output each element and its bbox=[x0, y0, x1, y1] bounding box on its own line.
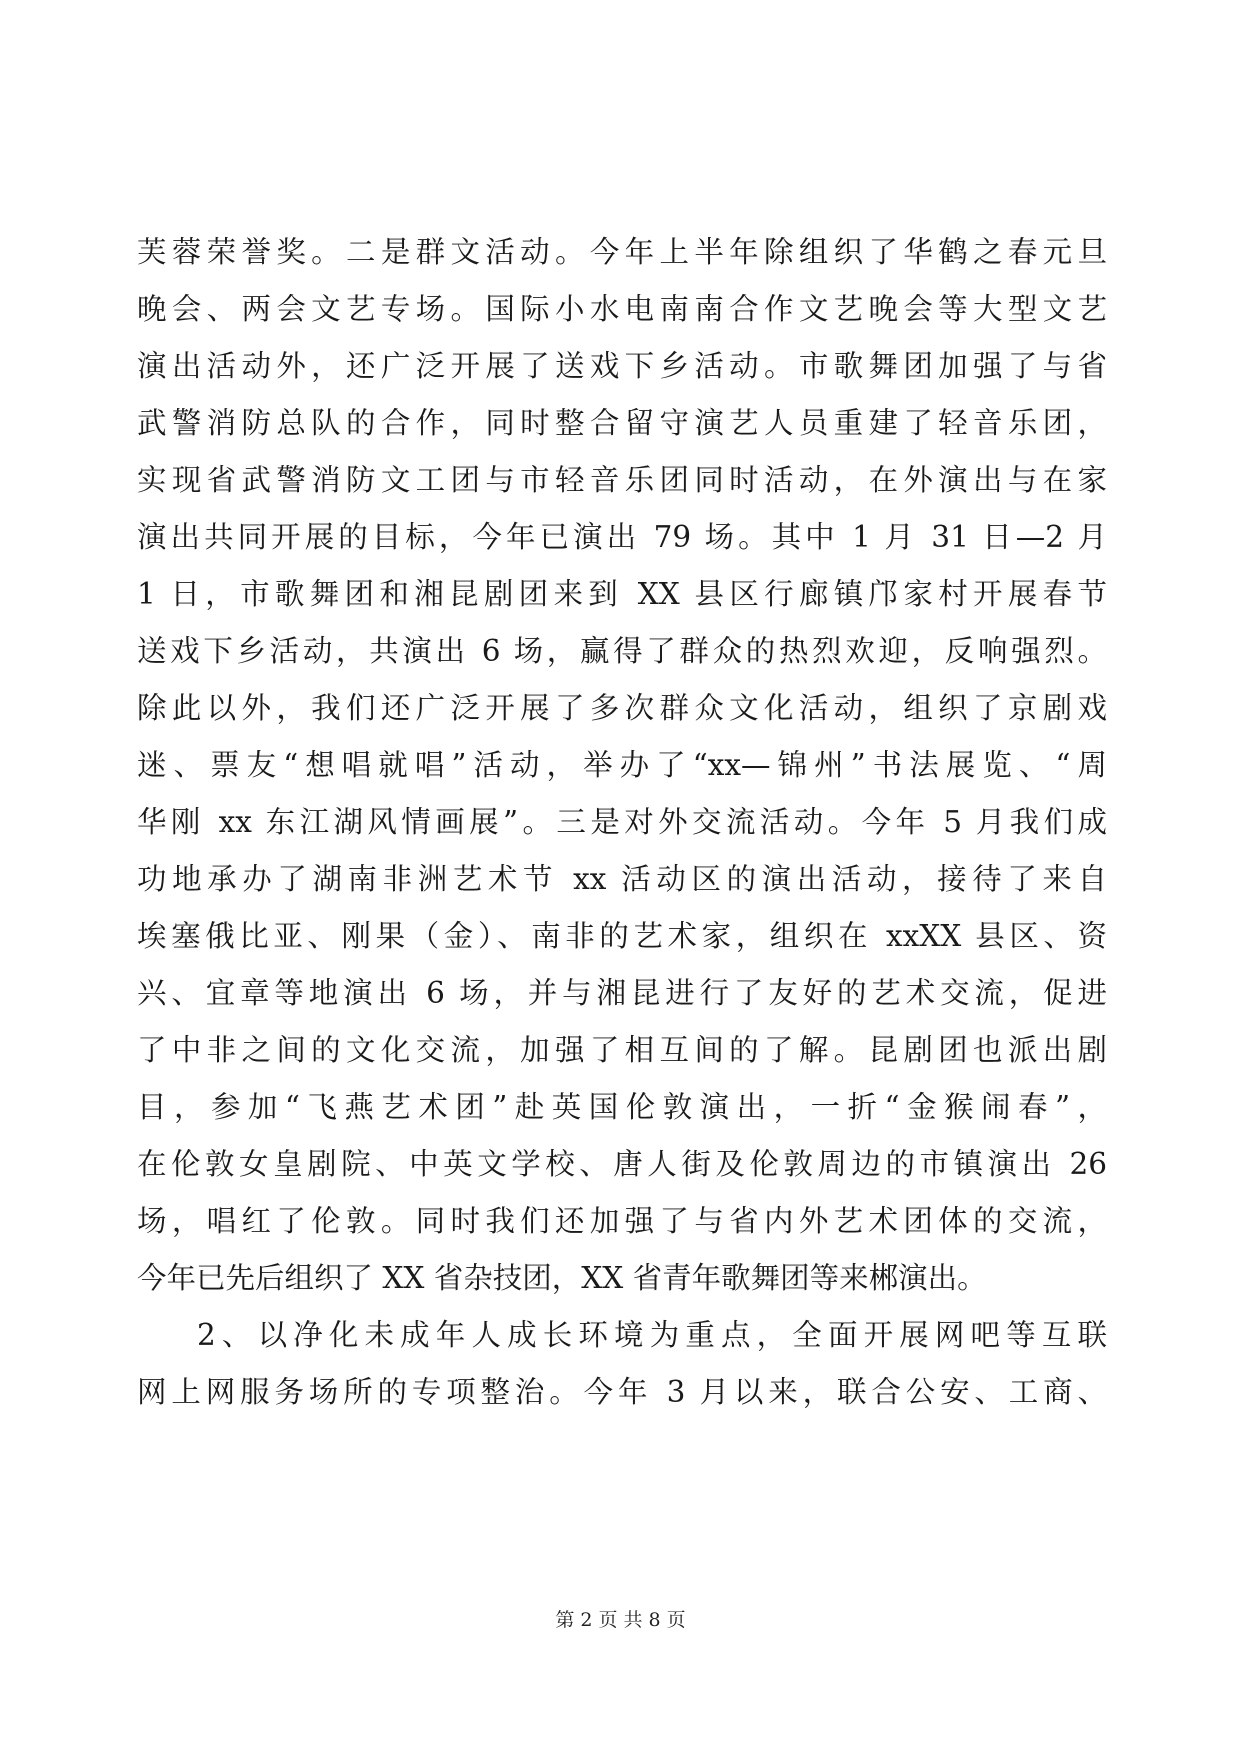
text-line: 迷、票友“想唱就唱”活动，举办了“xx—锦州”书法展览、“周 bbox=[137, 748, 1107, 782]
text-line: 演出共同开展的目标，今年已演出 79 场。其中 1 月 31 日—2 月 bbox=[137, 520, 1107, 554]
document-body bbox=[137, 224, 1107, 1421]
text-line: 场，唱红了伦敦。同时我们还加强了与省内外艺术团体的交流， bbox=[137, 1204, 1107, 1238]
text-line: 今年已先后组织了 XX 省杂技团，XX 省青年歌舞团等来郴演出。 bbox=[137, 1261, 987, 1295]
text-line: 武警消防总队的合作，同时整合留守演艺人员重建了轻音乐团， bbox=[137, 406, 1107, 440]
text-line: 送戏下乡活动，共演出 6 场，赢得了群众的热烈欢迎，反响强烈。 bbox=[137, 634, 1107, 668]
text-line: 目，参加“飞燕艺术团”赴英国伦敦演出，一折“金猴闹春”， bbox=[137, 1090, 1107, 1124]
page-number-footer: 第 2 页 共 8 页 bbox=[555, 1609, 686, 1631]
text-line: 晚会、两会文艺专场。国际小水电南南合作文艺晚会等大型文艺 bbox=[137, 292, 1107, 326]
text-line: 功地承办了湖南非洲艺术节 xx 活动区的演出活动，接待了来自 bbox=[137, 862, 1107, 896]
text-line: 演出活动外，还广泛开展了送戏下乡活动。市歌舞团加强了与省 bbox=[137, 349, 1107, 383]
text-line: 了中非之间的文化交流，加强了相互间的了解。昆剧团也派出剧 bbox=[137, 1033, 1107, 1067]
text-line: 埃塞俄比亚、刚果（金）、南非的艺术家，组织在 xxXX 县区、资 bbox=[137, 919, 1107, 953]
text-line: 实现省武警消防文工团与市轻音乐团同时活动，在外演出与在家 bbox=[137, 463, 1107, 497]
text-line: 2、以净化未成年人成长环境为重点，全面开展网吧等互联 bbox=[197, 1318, 1107, 1352]
text-line: 华刚 xx 东江湖风情画展”。三是对外交流活动。今年 5 月我们成 bbox=[137, 805, 1107, 839]
text-line: 除此以外，我们还广泛开展了多次群众文化活动，组织了京剧戏 bbox=[137, 691, 1107, 725]
text-line: 网上网服务场所的专项整治。今年 3 月以来，联合公安、工商、 bbox=[137, 1375, 1107, 1409]
text-line: 兴、宜章等地演出 6 场，并与湘昆进行了友好的艺术交流，促进 bbox=[137, 976, 1107, 1010]
text-line: 芙蓉荣誉奖。二是群文活动。今年上半年除组织了华鹤之春元旦 bbox=[137, 235, 1107, 269]
text-line: 在伦敦女皇剧院、中英文学校、唐人街及伦敦周边的市镇演出 26 bbox=[137, 1147, 1107, 1181]
text-line: 1 日，市歌舞团和湘昆剧团来到 XX 县区行廊镇邝家村开展春节 bbox=[137, 577, 1107, 611]
